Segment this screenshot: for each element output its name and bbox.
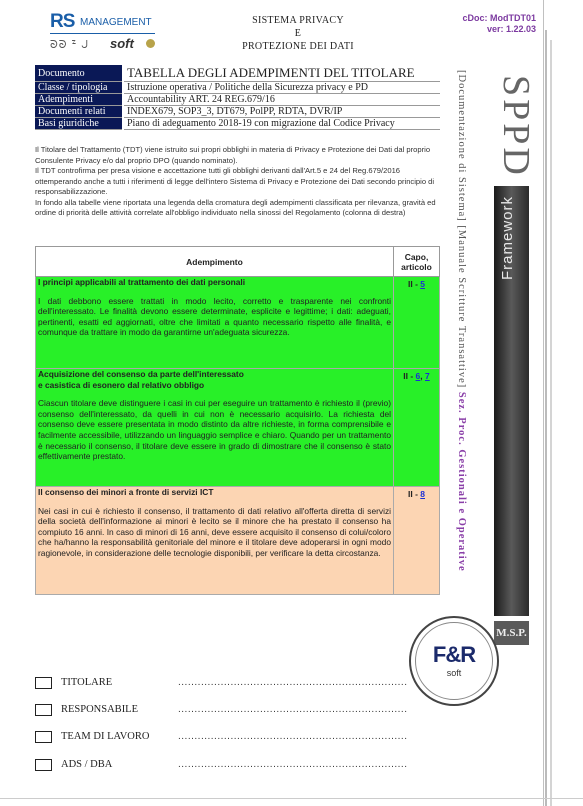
vertical-doc-label: [Documentazione di Sistema] [Manuale Scritture Transattive] [456, 70, 467, 389]
column-header-capo: Capo, [404, 251, 429, 262]
table-row [36, 277, 440, 369]
page-edge [0, 798, 583, 799]
version-label: ver: 1.22.03 [486, 24, 536, 34]
info-key: Documenti relati [35, 106, 123, 118]
vertical-section-purple: Sez. Proc. Gestionali e Operative [456, 391, 467, 572]
header-title-line3: PROTEZIONE DEI DATI [242, 41, 354, 52]
capo-label: II - [407, 489, 421, 499]
column-header-capo-articolo [394, 247, 440, 277]
info-row [35, 65, 440, 82]
info-key: Classe / tipologia [35, 82, 123, 94]
row-body: Nei casi in cui è richiesto il consenso, il trattamento di dati relativo all'offerta diretta di servizi della società dell'informazione ai minori è lecito se il minore che ha prestato il consenso ha compiuto 16 anni. In caso di minori di 16 anni, deve essere acquisito il consenso di colui/coloro che ha/hanno la responsabilità genitoriale del minore e il titolare deve adoperarsi in ogni modo ragionevole, in considerazione delle tecnologie disponibili, per verificare la detta circostanza. [38, 505, 391, 558]
header-title-line1: SISTEMA PRIVACY [252, 15, 344, 26]
signature-line: ...................................................................... [178, 677, 408, 688]
intro-text [35, 145, 442, 219]
signature-checkbox[interactable] [35, 731, 52, 743]
logo-soft-text: soft [110, 36, 134, 51]
article-link[interactable]: 8 [420, 489, 425, 499]
logo-management-text: MANAGEMENT [80, 17, 152, 28]
sppd-label: SPPD [495, 75, 537, 178]
row-content [36, 487, 394, 595]
framework-label: Framework [499, 196, 516, 281]
badge-soft-text: soft [446, 668, 462, 678]
intro-paragraph: Il Titolare del Trattamento (TDT) viene istruito sui propri obblighi in materia di Privacy e Protezione dei Dati dal proprio Consulente Privacy e/o dal proprio DPO (quando nominato). [35, 145, 431, 165]
info-key: Documento [35, 65, 123, 82]
table-header-row [36, 247, 440, 277]
row-title: Il consenso dei minori a fronte di servizi ICT [38, 487, 214, 497]
signature-checkbox[interactable] [35, 759, 52, 771]
row-reference: II - 6, 7 [394, 369, 440, 487]
page-edge [543, 0, 544, 806]
table-row [36, 369, 440, 487]
rs-management-logo [46, 11, 158, 51]
adempimenti-table [35, 246, 440, 595]
signature-label: ADS / DBA [61, 759, 113, 770]
signature-line: ...................................................................... [178, 704, 408, 715]
signature-row [35, 677, 455, 691]
signature-label: RESPONSABILE [61, 704, 139, 715]
table-row [36, 487, 440, 595]
article-link[interactable]: 6 [415, 371, 421, 381]
document-code [462, 13, 536, 35]
column-header-articolo: articolo [401, 261, 432, 272]
info-value: Accountability ART. 24 REG.679/16 [123, 94, 440, 106]
info-row [35, 118, 440, 130]
info-value: INDEX679, SOP3_3, DT679, PolPP, RDTA, DVR/IP [123, 106, 440, 118]
signature-label: TEAM DI LAVORO [61, 731, 150, 742]
row-content [36, 369, 394, 487]
logo-dot-icon [146, 39, 155, 48]
signature-checkbox[interactable] [35, 677, 52, 689]
capo-label: II - [403, 371, 416, 381]
badge-fr-text: F&R [432, 642, 476, 667]
cdoc-label: cDoc: ModTDT01 [462, 13, 536, 23]
logo-divider [50, 33, 155, 34]
article-link[interactable]: 7 [425, 371, 430, 381]
info-row [35, 94, 440, 106]
signature-row [35, 731, 455, 745]
article-link[interactable]: 5 [420, 279, 425, 289]
row-reference [394, 487, 440, 595]
row-subtitle: e casistica di esonero dal relativo obbligo [38, 379, 205, 390]
info-row [35, 106, 440, 118]
signature-row [35, 704, 455, 718]
document-header-title [198, 14, 398, 53]
capo-label: II - [407, 279, 421, 289]
signature-line: ...................................................................... [178, 759, 408, 770]
signature-label: TITOLARE [61, 677, 113, 688]
row-reference [394, 277, 440, 369]
info-row [35, 82, 440, 94]
page-edge [545, 30, 547, 806]
document-info-table [35, 65, 440, 130]
logo-soft-row [50, 36, 160, 50]
msp-label: M.S.P. [494, 621, 529, 645]
info-value: Istruzione operativa / Politiche della Sicurezza privacy e PD [123, 82, 440, 94]
page-edge [550, 40, 552, 806]
logo-rs-text: RS [50, 11, 75, 32]
vertical-section-label [456, 70, 480, 610]
info-value: TABELLA DEGLI ADEMPIMENTI DEL TITOLARE [123, 65, 440, 82]
signature-checkbox[interactable] [35, 704, 52, 716]
header-title-line2: E [294, 28, 302, 39]
info-value: Piano di adeguamento 2018-19 con migrazione dal Codice Privacy [123, 118, 440, 130]
row-body: I dati debbono essere trattati in modo lecito, corretto e trasparente nei confronti dell'interessato. Le finalità devono essere determinate, esplicite e legittime; i dati: adeguati, pertinenti, esatti ed aggiornati, oltre che limitati a quanto necessario rispetto alle finalità, e comunque da trattare in modo da garantirne un'adeguata sicurezza. [38, 295, 391, 338]
intro-paragraph: In fondo alla tabelle viene riportata una legenda della cromatura degli adempimenti classificata per rilevanza, gravità ed ordine di priorità delle attività correlate all'obbligo individuato nella sinossi del Regolamento (colonna di destra) [35, 197, 436, 217]
info-key: Adempimenti [35, 94, 123, 106]
intro-paragraph: Il TDT controfirma per presa visione e accettazione tutti gli obblighi derivanti dall'Art.5 e 24 del Reg.679/2016 ottemperando anche a tutti i riferimenti di legge dell'intero Sistema di Privacy e Protezione dei Dati secondo principio di responsabilizzazione. [35, 166, 435, 196]
row-title: I principi applicabili al trattamento dei dati personali [38, 277, 246, 287]
column-header-adempimento: Adempimento [36, 247, 394, 277]
row-body: Ciascun titolare deve distinguere i casi in cui per eseguire un trattamento è richiesto il (previo) consenso dell'interessato, da quelli in cui non è necessario acquisirlo. La richiesta del consenso deve essere presentata in modo distinto da altre richieste, in forma comprensibile e facilmente accessibile, utilizzando un linguaggio semplice e chiaro. Quando per un trattamento è necessario il consenso, il titolare deve essere in grado di dimostrare che il consenso è stato effettivamente prestato. [38, 398, 391, 462]
info-key: Basi giuridiche [35, 118, 123, 130]
signature-row [35, 759, 455, 773]
vertical-section-text [456, 70, 467, 572]
signature-line: ...................................................................... [178, 731, 408, 742]
fr-soft-badge [409, 616, 499, 706]
row-title: Acquisizione del consenso da parte dell'interessato [38, 369, 244, 379]
logo-wave-icon: ᘐᘐ ᙆ ᒍ [50, 39, 89, 51]
row-content [36, 277, 394, 369]
